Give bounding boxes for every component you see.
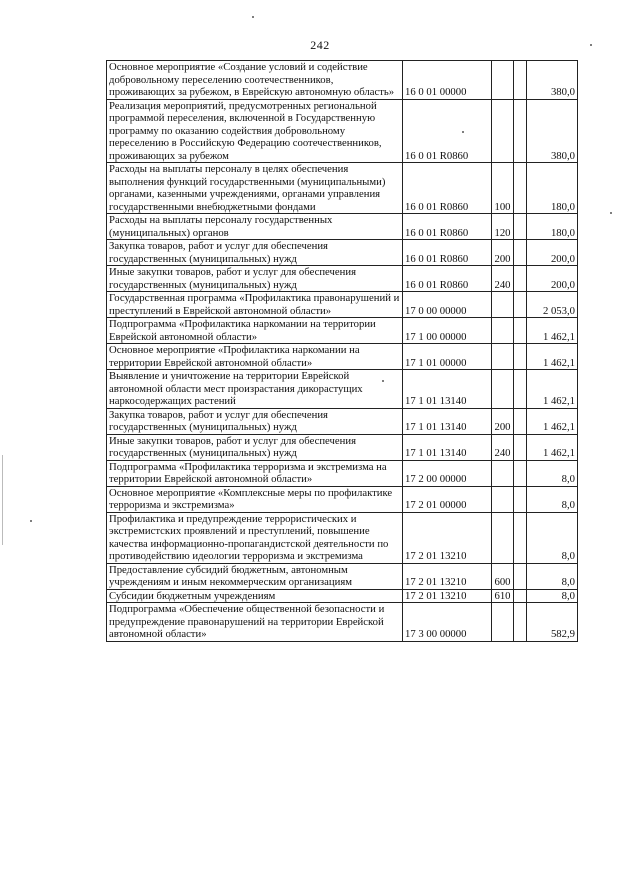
row-amount-cell: 200,0 bbox=[527, 240, 578, 266]
table-row bbox=[107, 318, 578, 344]
row-expense-type-cell bbox=[492, 292, 514, 318]
row-expense-type-cell bbox=[492, 512, 514, 563]
row-amount-cell: 1 462,1 bbox=[527, 370, 578, 409]
row-name-cell: Профилактика и предупреждение террористических и экстремистских проявлений и преступлений, повышение качества информационно-пропагандистской деятельности по противодействию идеологии терроризма и экстремизма bbox=[107, 512, 403, 563]
row-name-cell: Иные закупки товаров, работ и услуг для обеспечения государственных (муниципальных) нужд bbox=[107, 434, 403, 460]
row-amount-cell: 8,0 bbox=[527, 460, 578, 486]
row-code-cell: 17 1 01 13140 bbox=[403, 434, 492, 460]
row-empty-cell bbox=[514, 240, 527, 266]
row-expense-type-cell bbox=[492, 344, 514, 370]
row-code-cell: 17 2 00 00000 bbox=[403, 460, 492, 486]
row-code-cell: 17 1 01 00000 bbox=[403, 344, 492, 370]
row-expense-type-cell bbox=[492, 370, 514, 409]
row-code-cell: 17 1 00 00000 bbox=[403, 318, 492, 344]
row-code-cell: 17 0 00 00000 bbox=[403, 292, 492, 318]
row-amount-cell: 1 462,1 bbox=[527, 408, 578, 434]
table-row bbox=[107, 486, 578, 512]
table-row bbox=[107, 163, 578, 214]
scan-speck bbox=[30, 520, 32, 522]
row-expense-type-cell: 610 bbox=[492, 589, 514, 603]
row-amount-cell: 180,0 bbox=[527, 163, 578, 214]
row-expense-type-cell bbox=[492, 61, 514, 100]
row-code-cell: 17 2 01 13210 bbox=[403, 563, 492, 589]
row-code-cell: 17 1 01 13140 bbox=[403, 370, 492, 409]
row-expense-type-cell: 240 bbox=[492, 266, 514, 292]
table-row bbox=[107, 512, 578, 563]
row-expense-type-cell: 200 bbox=[492, 240, 514, 266]
row-name-cell: Основное мероприятие «Комплексные меры по профилактике терроризма и экстремизма» bbox=[107, 486, 403, 512]
row-empty-cell bbox=[514, 163, 527, 214]
table-row bbox=[107, 603, 578, 642]
row-name-cell: Расходы на выплаты персоналу государственных (муниципальных) органов bbox=[107, 214, 403, 240]
row-empty-cell bbox=[514, 408, 527, 434]
row-amount-cell: 2 053,0 bbox=[527, 292, 578, 318]
scan-speck bbox=[610, 212, 612, 214]
row-name-cell: Основное мероприятие «Создание условий и содействие добровольному переселению соотечественников, проживающих за рубежом, в Еврейскую автономную область» bbox=[107, 61, 403, 100]
scan-speck bbox=[252, 16, 254, 18]
row-empty-cell bbox=[514, 603, 527, 642]
row-name-cell: Иные закупки товаров, работ и услуг для обеспечения государственных (муниципальных) нужд bbox=[107, 266, 403, 292]
table-row bbox=[107, 344, 578, 370]
row-name-cell: Выявление и уничтожение на территории Еврейской автономной области мест произрастания дикорастущих наркосодержащих растений bbox=[107, 370, 403, 409]
table-row bbox=[107, 214, 578, 240]
row-amount-cell: 8,0 bbox=[527, 563, 578, 589]
row-empty-cell bbox=[514, 318, 527, 344]
row-code-cell: 17 3 00 00000 bbox=[403, 603, 492, 642]
row-amount-cell: 380,0 bbox=[527, 99, 578, 163]
row-empty-cell bbox=[514, 460, 527, 486]
table-row bbox=[107, 589, 578, 603]
row-expense-type-cell bbox=[492, 603, 514, 642]
row-empty-cell bbox=[514, 512, 527, 563]
table-row bbox=[107, 266, 578, 292]
row-code-cell: 17 2 01 13210 bbox=[403, 589, 492, 603]
row-name-cell: Государственная программа «Профилактика правонарушений и преступлений в Еврейской автономной области» bbox=[107, 292, 403, 318]
row-empty-cell bbox=[514, 434, 527, 460]
table-row bbox=[107, 292, 578, 318]
row-empty-cell bbox=[514, 589, 527, 603]
row-code-cell: 16 0 01 00000 bbox=[403, 61, 492, 100]
row-empty-cell bbox=[514, 99, 527, 163]
row-expense-type-cell: 120 bbox=[492, 214, 514, 240]
row-amount-cell: 8,0 bbox=[527, 486, 578, 512]
row-name-cell: Закупка товаров, работ и услуг для обеспечения государственных (муниципальных) нужд bbox=[107, 408, 403, 434]
row-code-cell: 16 0 01 R0860 bbox=[403, 266, 492, 292]
row-name-cell: Закупка товаров, работ и услуг для обеспечения государственных (муниципальных) нужд bbox=[107, 240, 403, 266]
table-row bbox=[107, 61, 578, 100]
row-name-cell: Расходы на выплаты персоналу в целях обеспечения выполнения функций государственными (муниципальными) органами, казенными учреждениями, органами управления государственными внебюджетными фондами bbox=[107, 163, 403, 214]
table-row bbox=[107, 240, 578, 266]
row-empty-cell bbox=[514, 563, 527, 589]
row-name-cell: Предоставление субсидий бюджетным, автономным учреждениям и иным некоммерческим организациям bbox=[107, 563, 403, 589]
row-empty-cell bbox=[514, 344, 527, 370]
row-empty-cell bbox=[514, 486, 527, 512]
row-amount-cell: 200,0 bbox=[527, 266, 578, 292]
row-expense-type-cell bbox=[492, 99, 514, 163]
row-amount-cell: 1 462,1 bbox=[527, 434, 578, 460]
scan-speck bbox=[590, 44, 592, 46]
table-row bbox=[107, 434, 578, 460]
row-empty-cell bbox=[514, 266, 527, 292]
page-number: 242 bbox=[310, 38, 330, 52]
table-row bbox=[107, 370, 578, 409]
table-row bbox=[107, 99, 578, 163]
row-code-cell: 17 1 01 13140 bbox=[403, 408, 492, 434]
row-amount-cell: 380,0 bbox=[527, 61, 578, 100]
row-code-cell: 17 2 01 13210 bbox=[403, 512, 492, 563]
row-code-cell: 17 2 01 00000 bbox=[403, 486, 492, 512]
row-amount-cell: 180,0 bbox=[527, 214, 578, 240]
table-row bbox=[107, 563, 578, 589]
row-amount-cell: 8,0 bbox=[527, 512, 578, 563]
row-expense-type-cell bbox=[492, 486, 514, 512]
scan-margin-line bbox=[2, 455, 3, 545]
row-name-cell: Подпрограмма «Профилактика терроризма и экстремизма на территории Еврейской автономной области» bbox=[107, 460, 403, 486]
row-name-cell: Подпрограмма «Обеспечение общественной безопасности и предупреждение правонарушений на территории Еврейской автономной области» bbox=[107, 603, 403, 642]
row-empty-cell bbox=[514, 61, 527, 100]
row-empty-cell bbox=[514, 214, 527, 240]
row-code-cell: 16 0 01 R0860 bbox=[403, 99, 492, 163]
row-name-cell: Реализация мероприятий, предусмотренных региональной программой переселения, включенной в Государственную программу по оказанию содействия добровольному переселению в Российскую Федерацию соотечественников, проживающих за рубежом bbox=[107, 99, 403, 163]
row-expense-type-cell bbox=[492, 318, 514, 344]
row-name-cell: Основное мероприятие «Профилактика наркомании на территории Еврейской автономной области» bbox=[107, 344, 403, 370]
row-empty-cell bbox=[514, 370, 527, 409]
row-amount-cell: 1 462,1 bbox=[527, 318, 578, 344]
row-expense-type-cell: 600 bbox=[492, 563, 514, 589]
table-row bbox=[107, 408, 578, 434]
row-expense-type-cell: 200 bbox=[492, 408, 514, 434]
row-code-cell: 16 0 01 R0860 bbox=[403, 240, 492, 266]
row-empty-cell bbox=[514, 292, 527, 318]
row-expense-type-cell: 100 bbox=[492, 163, 514, 214]
row-code-cell: 16 0 01 R0860 bbox=[403, 163, 492, 214]
row-amount-cell: 8,0 bbox=[527, 589, 578, 603]
row-amount-cell: 1 462,1 bbox=[527, 344, 578, 370]
row-code-cell: 16 0 01 R0860 bbox=[403, 214, 492, 240]
row-name-cell: Подпрограмма «Профилактика наркомании на территории Еврейской автономной области» bbox=[107, 318, 403, 344]
row-expense-type-cell bbox=[492, 460, 514, 486]
row-name-cell: Субсидии бюджетным учреждениям bbox=[107, 589, 403, 603]
budget-table bbox=[106, 60, 578, 642]
row-expense-type-cell: 240 bbox=[492, 434, 514, 460]
row-amount-cell: 582,9 bbox=[527, 603, 578, 642]
table-row bbox=[107, 460, 578, 486]
